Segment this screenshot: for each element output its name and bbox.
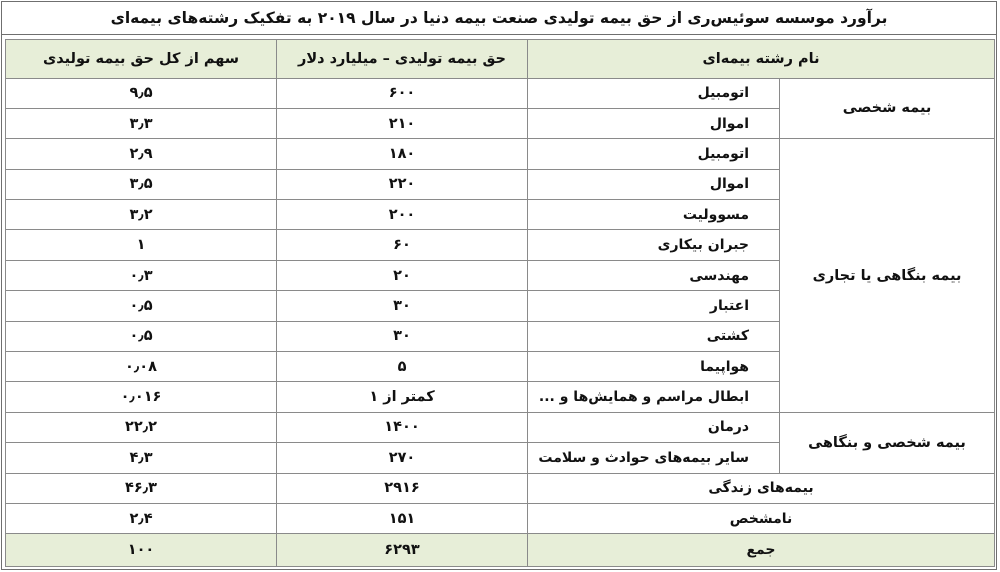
table-row: [6, 78, 995, 108]
header-premium: حق بیمه تولیدی – میلیارد دلار: [277, 40, 528, 79]
share-cell: ۱: [6, 230, 277, 260]
premium-cell: ۶۰: [277, 230, 528, 260]
premium-cell: ۲۷۰: [277, 443, 528, 473]
unknown-row: [6, 503, 995, 533]
premium-cell: ۲۰: [277, 260, 528, 290]
total-row: [6, 534, 995, 567]
group-personal-commercial: بیمه شخصی و بنگاهی: [780, 412, 995, 473]
share-cell: ۳٫۳: [6, 108, 277, 138]
premium-cell: ۲۲۰: [277, 169, 528, 199]
share-cell: ۳٫۵: [6, 169, 277, 199]
subcategory-cell: هواپیما: [528, 352, 780, 382]
table-row: [6, 139, 995, 169]
share-cell: ۳٫۲: [6, 200, 277, 230]
subcategory-cell: اتومبیل: [528, 139, 780, 169]
group-commercial: بیمه بنگاهی یا تجاری: [780, 139, 995, 413]
share-cell: ۲۲٫۲: [6, 412, 277, 442]
life-insurance-label: بیمه‌های زندگی: [528, 473, 995, 503]
share-cell: ۰٫۵: [6, 291, 277, 321]
premium-cell: ۲۹۱۶: [277, 473, 528, 503]
total-premium: ۶۲۹۳: [277, 534, 528, 567]
subcategory-cell: مسوولیت: [528, 200, 780, 230]
share-cell: ۹٫۵: [6, 78, 277, 108]
premium-cell: ۵: [277, 352, 528, 382]
header-share: سهم از کل حق بیمه تولیدی: [6, 40, 277, 79]
table-row: [6, 412, 995, 442]
share-cell: ۰٫۰۸: [6, 352, 277, 382]
share-cell: ۲٫۹: [6, 139, 277, 169]
subcategory-cell: اموال: [528, 169, 780, 199]
table-frame: [1, 1, 997, 570]
premium-cell: ۳۰: [277, 291, 528, 321]
total-label: جمع: [528, 534, 995, 567]
subcategory-cell: درمان: [528, 412, 780, 442]
subcategory-cell: سایر بیمه‌های حوادث و سلامت: [528, 443, 780, 473]
premium-cell: ۱۸۰: [277, 139, 528, 169]
share-cell: ۲٫۴: [6, 503, 277, 533]
total-share: ۱۰۰: [6, 534, 277, 567]
life-insurance-row: [6, 473, 995, 503]
subcategory-cell: اتومبیل: [528, 78, 780, 108]
premium-cell: ۱۵۱: [277, 503, 528, 533]
header-name: نام رشته بیمه‌ای: [528, 40, 995, 79]
premium-cell: ۶۰۰: [277, 78, 528, 108]
premium-cell: کمتر از ۱: [277, 382, 528, 412]
share-cell: ۰٫۳: [6, 260, 277, 290]
subcategory-cell: مهندسی: [528, 260, 780, 290]
premium-cell: ۲۱۰: [277, 108, 528, 138]
header-row: [6, 40, 995, 79]
subcategory-cell: جبران بیکاری: [528, 230, 780, 260]
share-cell: ۴۶٫۳: [6, 473, 277, 503]
share-cell: ۰٫۵: [6, 321, 277, 351]
group-personal: بیمه شخصی: [780, 78, 995, 139]
unknown-label: نامشخص: [528, 503, 995, 533]
subcategory-cell: کشتی: [528, 321, 780, 351]
premium-cell: ۱۴۰۰: [277, 412, 528, 442]
premium-cell: ۳۰: [277, 321, 528, 351]
share-cell: ۰٫۰۱۶: [6, 382, 277, 412]
insurance-premium-table: [5, 39, 995, 567]
subcategory-cell: اموال: [528, 108, 780, 138]
share-cell: ۴٫۳: [6, 443, 277, 473]
table-title: برآورد موسسه سوئیس‌ری از حق بیمه تولیدی صنعت بیمه دنیا در سال ۲۰۱۹ به تفکیک رشته‌های بیمه‌ای: [2, 2, 996, 35]
subcategory-cell: ابطال مراسم و همایش‌ها و ...: [528, 382, 780, 412]
premium-cell: ۲۰۰: [277, 200, 528, 230]
subcategory-cell: اعتبار: [528, 291, 780, 321]
